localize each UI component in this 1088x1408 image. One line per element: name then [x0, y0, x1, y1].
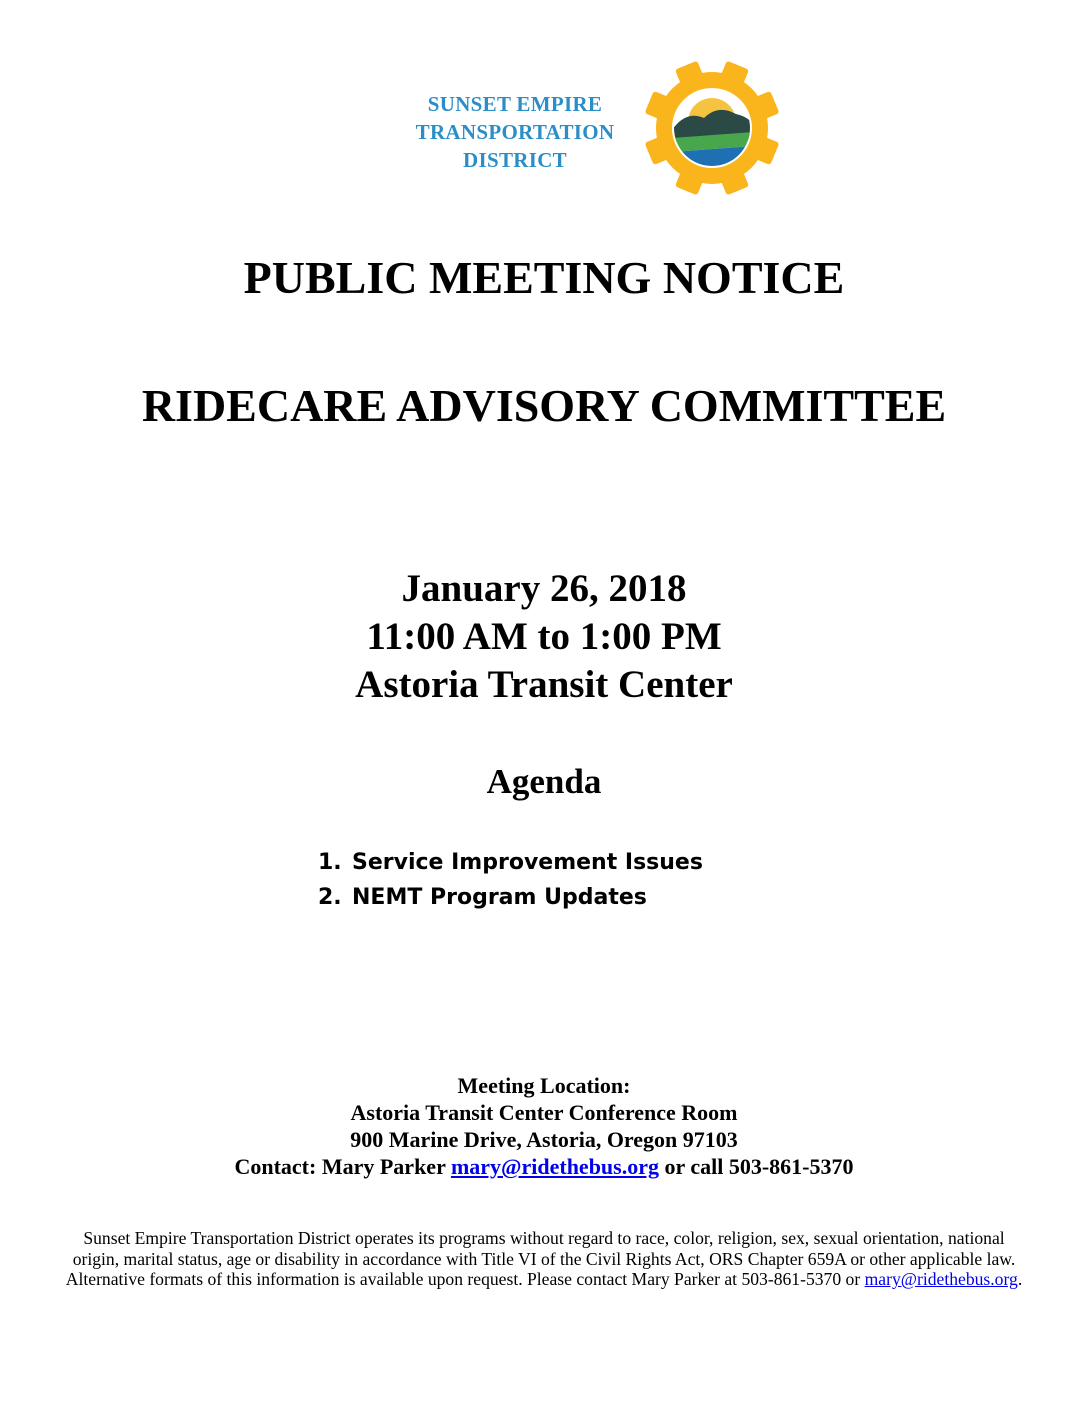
meeting-date: January 26, 2018 — [401, 567, 687, 610]
nondiscrimination-disclaimer — [60, 1228, 1028, 1290]
agenda-item-number: 2. — [318, 885, 342, 910]
meeting-time: 11:00 AM to 1:00 PM — [366, 615, 722, 658]
agenda-heading: Agenda — [486, 762, 602, 801]
agenda-list — [318, 845, 703, 915]
contact-prefix: Contact: Mary Parker — [234, 1154, 446, 1179]
disclaimer-text: Sunset Empire Transportation District operates its programs without regard to race, color, religion, sex, sexual orientation, national origin, marital status, age or disability in accordance with Title VI of the Civil Rights Act, ORS Chapter 659A or other applicable law. Alternative formats of this information is available upon request. Please contact Mary Parker at 503-861-5370 or — [65, 1228, 1016, 1289]
meeting-details — [0, 565, 1088, 709]
agenda-item — [318, 845, 703, 880]
location-address: 900 Marine Drive, Astoria, Oregon 97103 — [350, 1127, 738, 1152]
logo-wordmark — [400, 90, 630, 174]
meeting-location — [0, 1072, 1088, 1180]
meeting-place: Astoria Transit Center — [355, 663, 733, 706]
location-room: Astoria Transit Center Conference Room — [350, 1100, 738, 1125]
contact-suffix: or call 503-861-5370 — [664, 1154, 854, 1179]
committee-name: RIDECARE ADVISORY COMMITTEE — [141, 380, 947, 431]
logo-line-3: DISTRICT — [463, 148, 567, 172]
agenda-item-label: NEMT Program Updates — [352, 885, 647, 910]
location-heading: Meeting Location: — [457, 1073, 631, 1098]
district-logo — [400, 60, 790, 200]
notice-title: PUBLIC MEETING NOTICE — [243, 252, 845, 303]
disclaimer-email-link[interactable]: mary@ridethebus.org — [864, 1269, 1018, 1289]
agenda-item-label: Service Improvement Issues — [352, 850, 703, 875]
disclaimer-end: . — [1017, 1269, 1023, 1289]
agenda-item — [318, 880, 703, 915]
gear-landscape-icon — [644, 60, 780, 196]
contact-line — [0, 1153, 1088, 1180]
logo-line-2: TRANSPORTATION — [415, 120, 615, 144]
contact-email-link[interactable]: mary@ridethebus.org — [450, 1154, 659, 1179]
agenda-item-number: 1. — [318, 850, 342, 875]
logo-line-1: SUNSET EMPIRE — [427, 92, 603, 116]
